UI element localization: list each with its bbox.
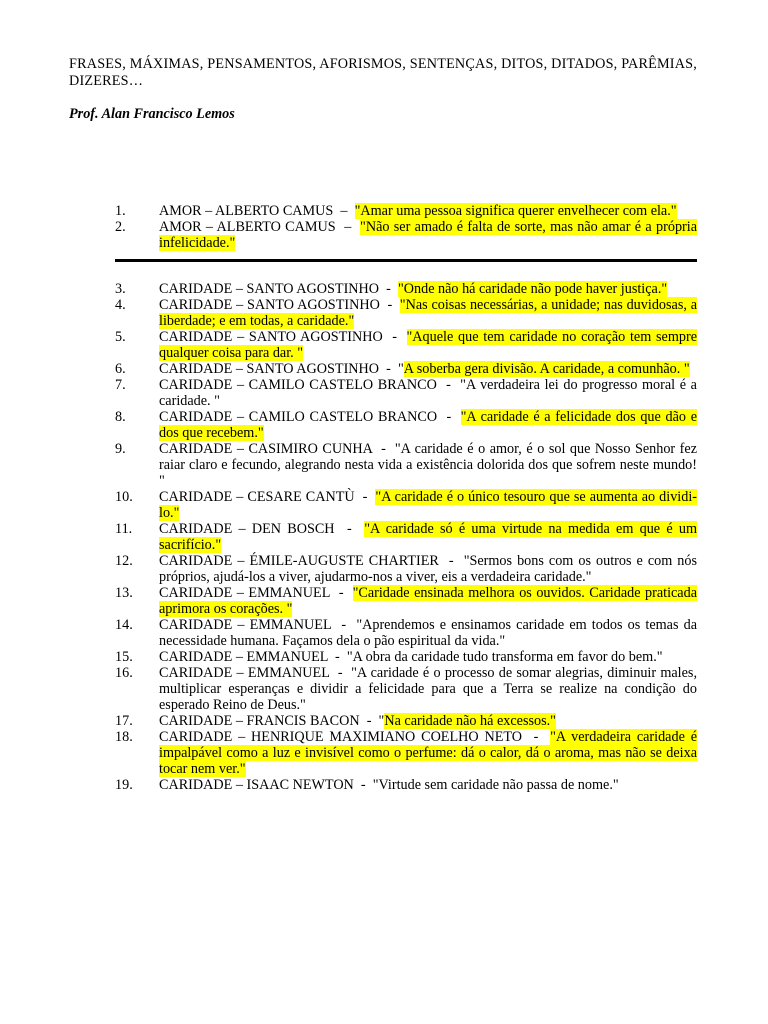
item-topic-author: CARIDADE – CASIMIRO CUNHA - — [159, 441, 395, 457]
item-topic-author: CARIDADE – CAMILO CASTELO BRANCO - — [159, 409, 461, 425]
item-number: 11. — [115, 521, 133, 537]
item-topic-author: CARIDADE – CESARE CANTÙ - — [159, 489, 376, 505]
item-number: 7. — [115, 377, 126, 393]
item-text — [159, 521, 697, 553]
item-number: 19. — [115, 777, 133, 793]
item-text — [159, 377, 697, 409]
item-quote: "Aquele que tem caridade no coração tem sempre qualquer coisa para dar. " — [159, 329, 697, 361]
item-number: 6. — [115, 361, 126, 377]
quote-list — [0, 203, 768, 793]
item-text — [159, 409, 697, 441]
item-quote: "A caridade é o único tesouro que se aumenta ao dividi-lo." — [159, 489, 697, 521]
item-number: 5. — [115, 329, 126, 345]
item-number: 1. — [115, 203, 126, 219]
item-quote: "Onde não há caridade não pode haver justiça." — [397, 281, 668, 297]
item-text — [159, 553, 697, 585]
list-item — [0, 441, 768, 489]
item-topic-author: CARIDADE – DEN BOSCH - — [159, 521, 365, 537]
section-divider — [115, 259, 697, 262]
item-number: 15. — [115, 649, 133, 665]
item-text — [159, 713, 697, 729]
item-quote: "A caridade só é uma virtude na medida em que é um sacrifício." — [159, 521, 697, 553]
item-text — [159, 665, 697, 713]
list-item — [0, 585, 768, 617]
item-number: 13. — [115, 585, 133, 601]
item-quote: "Aprendemos e ensinamos caridade em todos os temas da necessidade humana. Façamos dela o pão espiritual da vida." — [159, 617, 698, 649]
item-topic-author: AMOR – ALBERTO CAMUS – — [159, 203, 355, 219]
item-quote: "A verdadeira lei do progresso moral é a caridade. " — [159, 377, 697, 409]
list-item — [0, 553, 768, 585]
list-item — [0, 617, 768, 649]
item-quote: "A obra da caridade tudo transforma em favor do bem." — [346, 649, 663, 665]
item-number: 14. — [115, 617, 133, 633]
item-quote: "Caridade ensinada melhora os ouvidos. Caridade praticada aprimora os corações. " — [159, 585, 697, 617]
item-quote: "A caridade é o processo de somar alegrias, diminuir males, multiplicar esperanças e dividir a felicidade para que a Terra se realize na condição do esperado Reino de Deus." — [159, 665, 697, 713]
list-item — [0, 521, 768, 553]
list-item — [0, 665, 768, 713]
item-topic-author: CARIDADE – HENRIQUE MAXIMIANO COELHO NETO - — [159, 729, 551, 745]
item-number: 12. — [115, 553, 133, 569]
item-quote: "A caridade é a felicidade dos que dão e dos que recebem." — [159, 409, 697, 441]
author-line: Prof. Alan Francisco Lemos — [69, 106, 235, 122]
item-text — [159, 649, 697, 665]
item-number: 4. — [115, 297, 126, 313]
list-item — [0, 377, 768, 409]
item-text — [159, 297, 697, 329]
item-number: 18. — [115, 729, 133, 745]
item-text — [159, 203, 697, 219]
item-text — [159, 489, 697, 521]
item-text — [159, 585, 697, 617]
list-item — [0, 649, 768, 665]
item-text — [159, 281, 697, 297]
item-topic-author: CARIDADE – EMMANUEL - — [159, 617, 357, 633]
item-number: 8. — [115, 409, 126, 425]
item-quote: Na caridade não há excessos." — [384, 713, 556, 729]
item-text — [159, 441, 697, 489]
item-number: 2. — [115, 219, 126, 235]
item-number: 9. — [115, 441, 126, 457]
item-topic-author: CARIDADE – CAMILO CASTELO BRANCO - — [159, 377, 461, 393]
list-item — [0, 777, 768, 793]
item-text — [159, 219, 697, 251]
item-topic-author: CARIDADE – EMMANUEL - — [159, 649, 347, 665]
item-text — [159, 729, 697, 777]
document-title: FRASES, MÁXIMAS, PENSAMENTOS, AFORISMOS, SENTENÇAS, DITOS, DITADOS, PARÊMIAS, DIZERES… — [69, 56, 697, 89]
list-item — [0, 713, 768, 729]
item-number: 16. — [115, 665, 133, 681]
item-quote: "Virtude sem caridade não passa de nome." — [372, 777, 619, 793]
item-topic-author: CARIDADE – ÉMILE-AUGUSTE CHARTIER - — [159, 553, 464, 569]
item-quote: "A verdadeira caridade é impalpável como a luz e invisível como o perfume: dá o calor, dá o aroma, mas não se deixa tocar nem ver." — [159, 729, 697, 777]
item-topic-author: CARIDADE – EMMANUEL - — [159, 585, 353, 601]
item-quote: "Sermos bons com os outros e com nós próprios, ajudá-los a viver, ajudarmo-nos a viver, eis a verdadeira caridade." — [159, 553, 697, 585]
item-topic-author: CARIDADE – FRANCIS BACON - " — [159, 713, 385, 729]
item-quote: "Amar uma pessoa significa querer envelhecer com ela." — [354, 203, 677, 219]
item-topic-author: CARIDADE – ISAAC NEWTON - — [159, 777, 373, 793]
list-item — [0, 329, 768, 361]
item-text — [159, 329, 697, 361]
list-item — [0, 281, 768, 297]
item-number: 10. — [115, 489, 133, 505]
item-topic-author: CARIDADE – SANTO AGOSTINHO - — [159, 329, 407, 345]
item-topic-author: CARIDADE – EMMANUEL - — [159, 665, 352, 681]
item-number: 3. — [115, 281, 126, 297]
list-item — [0, 219, 768, 251]
item-number: 17. — [115, 713, 133, 729]
list-item — [0, 203, 768, 219]
item-text — [159, 361, 697, 377]
item-topic-author: CARIDADE – SANTO AGOSTINHO - — [159, 297, 400, 313]
item-quote: "Nas coisas necessárias, a unidade; nas duvidosas, a liberdade; e em todas, a caridade." — [159, 297, 697, 329]
item-topic-author: AMOR – ALBERTO CAMUS – — [159, 219, 361, 235]
item-quote: A soberba gera divisão. A caridade, a comunhão. " — [403, 361, 690, 377]
list-item — [0, 361, 768, 377]
item-topic-author: CARIDADE – SANTO AGOSTINHO - — [159, 281, 398, 297]
item-quote: "A caridade é o amor, é o sol que Nosso Senhor fez raiar claro e fecundo, alegrando nesta vida a existência dolorida dos que sofrem neste mundo! " — [159, 441, 697, 489]
item-text — [159, 617, 697, 649]
list-item — [0, 409, 768, 441]
item-topic-author: CARIDADE – SANTO AGOSTINHO - " — [159, 361, 404, 377]
list-item — [0, 729, 768, 777]
list-item — [0, 297, 768, 329]
list-item — [0, 489, 768, 521]
item-text — [159, 777, 697, 793]
item-quote: "Não ser amado é falta de sorte, mas não amar é a própria infelicidade." — [159, 219, 697, 251]
